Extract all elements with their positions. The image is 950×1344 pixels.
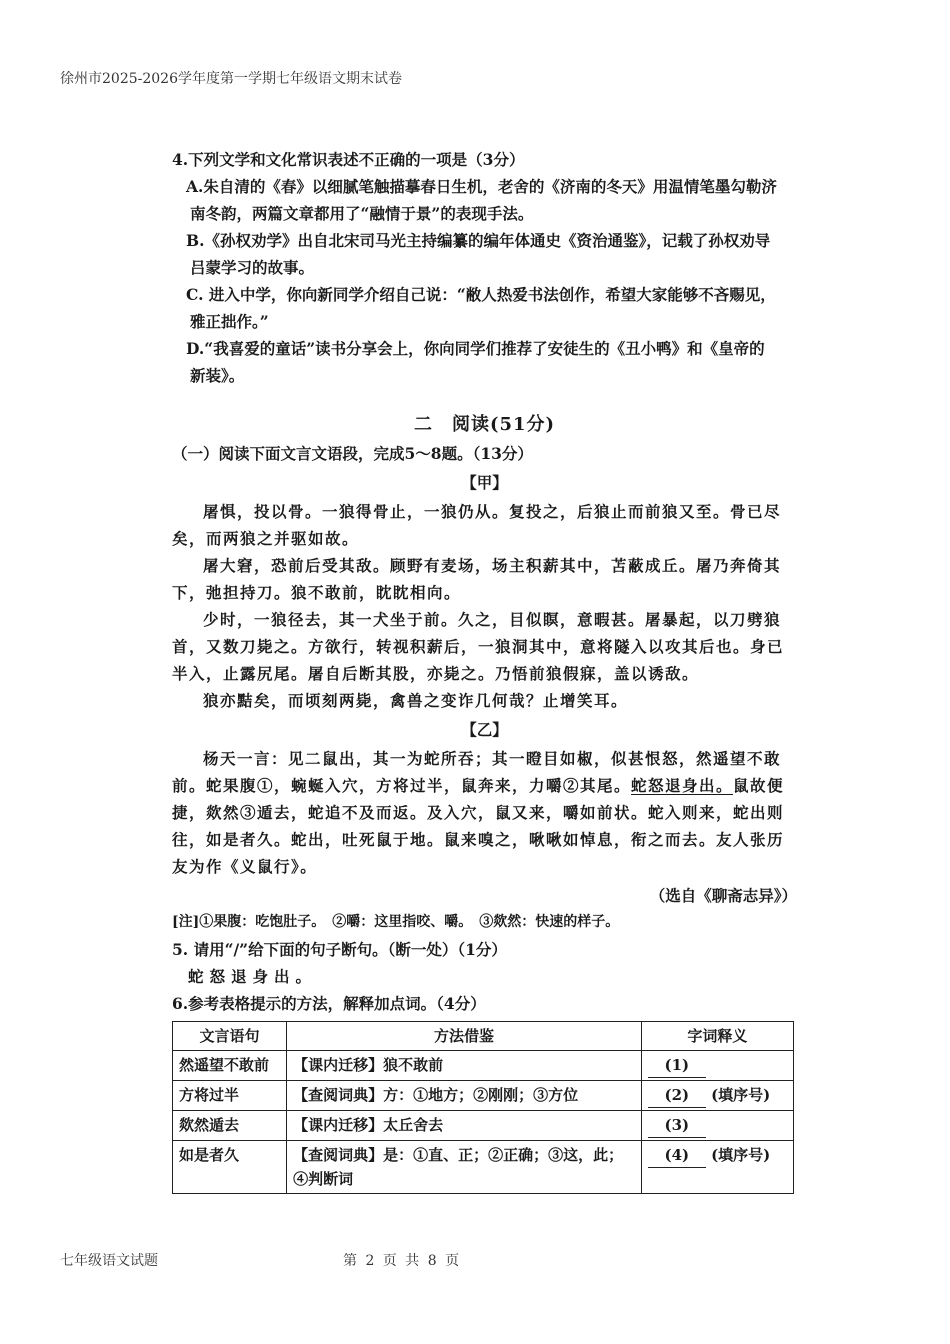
table-cell-sentence: 方将过半 xyxy=(173,1081,287,1111)
question-6-table xyxy=(172,1021,794,1194)
passage-yi-text-post: 鼠故便捷，欻然③遁去，蛇追不及而返。及入穴，鼠又来，嚼如前状。蛇入则来，蛇出则往，如是者久。蛇出，吐死鼠于地。鼠来嗅之，啾啾如悼息，衔之而去。友人张历友为作《义鼠行》。 xyxy=(172,776,785,876)
passage-jia-paragraph: 屠大窘，恐前后受其敌。顾野有麦场，场主积薪其中，苫蔽成丘。屠乃奔倚其下，弛担持刀。狼不敢前，眈眈相向。 xyxy=(172,556,782,602)
passage-yi-label: 【乙】 xyxy=(461,720,508,739)
passage-source: （选自《聊斋志异》） xyxy=(649,886,797,905)
answer-blank[interactable]: (3) xyxy=(648,1113,706,1138)
passage-notes: [注]①果腹：吃饱肚子。 ②嚼：这里指咬、嚼。 ③欻然：快速的样子。 xyxy=(172,914,620,930)
section-2-subtitle: （一）阅读下面文言文语段，完成5～8题。（13分） xyxy=(172,444,533,463)
exam-content xyxy=(172,146,797,1194)
passage-jia-paragraph: 狼亦黠矣，而顷刻两毙，禽兽之变诈几何哉？止增笑耳。 xyxy=(203,691,629,710)
table-row xyxy=(173,1141,794,1194)
question-4-option-d-cont: 新装》。 xyxy=(190,366,245,385)
table-cell-method: 【查阅词典】方：①地方；②刚刚；③方位 xyxy=(287,1081,642,1111)
footer-subject: 七年级语文试题 xyxy=(60,1253,158,1269)
table-cell-method: 【课内迁移】太丘舍去 xyxy=(287,1111,642,1141)
answer-suffix: (填序号) xyxy=(711,1146,771,1164)
table-cell-answer xyxy=(641,1051,793,1081)
question-4-option-c: C. 进入中学，你向新同学介绍自己说：“敝人热爱书法创作，希望大家能够不吝赐见， xyxy=(186,285,776,304)
answer-blank[interactable]: (4) xyxy=(648,1143,706,1168)
table-cell-sentence: 然遥望不敢前 xyxy=(173,1051,287,1081)
passage-yi-text-pre: 杨天一言：见二鼠出，其一为蛇所吞；其一瞪目如椒，似甚恨怒，然遥望不敢前。蛇果腹①，蜿蜒入穴，方将过半，鼠奔来，力嚼②其尾。 xyxy=(172,749,782,795)
table-cell-sentence: 欻然遁去 xyxy=(173,1111,287,1141)
table-cell-answer xyxy=(641,1111,793,1141)
answer-suffix: (填序号) xyxy=(711,1086,771,1104)
answer-blank[interactable]: (1) xyxy=(648,1053,706,1078)
table-header: 字词释义 xyxy=(641,1022,793,1051)
table-header-row xyxy=(173,1022,794,1051)
table-row xyxy=(173,1051,794,1081)
question-4-option-a-cont: 南冬韵，两篇文章都用了“融情于景”的表现手法。 xyxy=(190,204,534,223)
question-6-title: 6.参考表格提示的方法，解释加点词。（4分） xyxy=(172,994,486,1013)
question-4-option-c-cont: 雅正拙作。” xyxy=(190,312,269,331)
table-row xyxy=(173,1081,794,1111)
question-5-title: 5. 请用“/”给下面的句子断句。（断一处）（1分） xyxy=(172,940,507,959)
table-cell-sentence: 如是者久 xyxy=(173,1141,287,1194)
question-4-option-b: B.《孙权劝学》出自北宋司马光主持编纂的编年体通史《资治通鉴》，记载了孙权劝导 xyxy=(186,231,771,250)
table-cell-answer xyxy=(641,1141,793,1194)
answer-blank[interactable]: (2) xyxy=(648,1083,706,1108)
table-header: 文言语句 xyxy=(173,1022,287,1051)
question-4-option-b-cont: 吕蒙学习的故事。 xyxy=(190,258,315,277)
passage-jia-paragraph: 屠惧，投以骨。一狼得骨止，一狼仍从。复投之，后狼止而前狼又至。骨已尽矣，而两狼之并驱如故。 xyxy=(172,502,782,548)
table-row xyxy=(173,1111,794,1141)
section-2-title: 二 阅读(51分) xyxy=(413,414,556,435)
table-header: 方法借鉴 xyxy=(287,1022,642,1051)
table-cell-method: 【课内迁移】狼不敢前 xyxy=(287,1051,642,1081)
passage-yi-paragraph xyxy=(172,745,797,880)
passage-jia-label: 【甲】 xyxy=(461,473,508,492)
table-cell-answer xyxy=(641,1081,793,1111)
footer-page-number: 第 2 页 共 8 页 xyxy=(343,1253,460,1269)
question-5-sentence: 蛇怒退身出。 xyxy=(188,967,318,986)
question-4-title: 4.下列文学和文化常识表述不正确的一项是（3分） xyxy=(172,150,525,169)
question-4-option-a: A.朱自清的《春》以细腻笔触描摹春日生机，老舍的《济南的冬天》用温情笔墨勾勒济 xyxy=(186,177,777,196)
passage-jia-paragraph: 少时，一狼径去，其一犬坐于前。久之，目似瞑，意暇甚。屠暴起，以刀劈狼首，又数刀毙之。方欲行，转视积薪后，一狼洞其中，意将隧入以攻其后也。身已半入，止露尻尾。屠自后断其股，亦毙之。乃悟前狼假寐，盖以诱敌。 xyxy=(172,610,785,683)
table-cell-method: 【查阅词典】是：①直、正；②正确；③这，此；④判断词 xyxy=(287,1141,642,1194)
question-4-option-d: D.“我喜爱的童话”读书分享会上，你向同学们推荐了安徒生的《丑小鸭》和《皇帝的 xyxy=(186,339,765,358)
passage-yi-underlined-sentence: 蛇怒退身出。 xyxy=(631,776,734,795)
page-header: 徐州市2025-2026学年度第一学期七年级语文期末试卷 xyxy=(60,71,402,87)
